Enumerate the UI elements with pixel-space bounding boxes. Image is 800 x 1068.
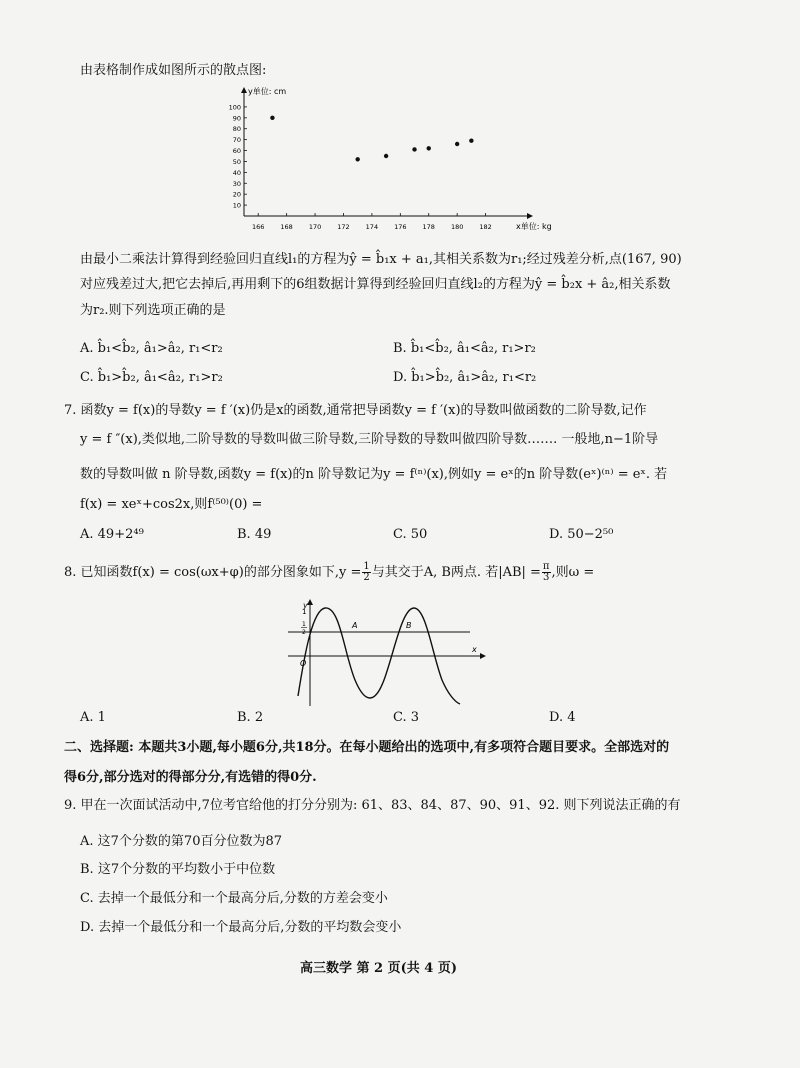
graph-origin-label: O bbox=[300, 659, 307, 668]
q8-stem bbox=[64, 562, 594, 583]
scatter-x-label: x单位: kg bbox=[516, 222, 552, 231]
q8-half-den: 2 bbox=[363, 572, 370, 583]
q6-line3: 为r₂.则下列选项正确的是 bbox=[80, 303, 226, 318]
section2-line2: 得6分,部分选对的得部分分,有选错的得0分. bbox=[64, 770, 317, 785]
section2-line1: 二、选择题: 本题共3小题,每小题6分,共18分。在每小题给出的选项中,有多项符合题目要求。全部选对的 bbox=[64, 740, 670, 755]
q8-option-d: D. 4 bbox=[549, 710, 576, 725]
q6-option-c: C. b̂₁>b̂₂, â₁<â₂, r₁>r₂ bbox=[80, 370, 223, 385]
scatter-xtick-label: 168 bbox=[280, 223, 293, 231]
graph-one-label: 1 bbox=[302, 608, 307, 616]
q8-stem-prefix: 8. 已知函数f(x) = cos(ωx+φ)的部分图象如下,y = bbox=[64, 565, 362, 580]
scatter-xtick-label: 180 bbox=[450, 223, 464, 231]
intro-text: 由表格制作成如图所示的散点图: bbox=[80, 63, 267, 78]
q8-option-a: A. 1 bbox=[80, 710, 106, 725]
q9-option-a: A. 这7个分数的第70百分位数为87 bbox=[80, 834, 283, 849]
q7-line1: 7. 函数y = f(x)的导数y = f ′(x)仍是x的函数,通常把导函数y = f ′(x)的导数叫做函数的二阶导数,记作 bbox=[64, 403, 647, 418]
q9-stem: 9. 甲在一次面试活动中,7位考官给他的打分分别为: 61、83、84、87、90、91、92. 则下列说法正确的有 bbox=[64, 798, 681, 813]
graph-y-label: y bbox=[303, 601, 308, 610]
q6-line2: 对应残差过大,把它去掉后,再用剩下的6组数据计算得到经验回归直线l₂的方程为ŷ = b̂₂x + â₂,相关系数 bbox=[80, 277, 671, 292]
scatter-xtick-label: 176 bbox=[394, 223, 407, 231]
graph-x-label: x bbox=[472, 645, 477, 654]
q8-stem-middle: 与其交于A, B两点. 若|AB| = bbox=[371, 565, 541, 580]
graph-half-num: 1 bbox=[302, 621, 306, 628]
scatter-xtick-label: 166 bbox=[251, 223, 265, 231]
q8-pi-fraction bbox=[542, 562, 551, 583]
scatter-ytick-label: 40 bbox=[232, 168, 241, 177]
scatter-point bbox=[355, 157, 359, 161]
q9-option-d: D. 去掉一个最低分和一个最高分后,分数的平均数会变小 bbox=[80, 920, 402, 935]
scatter-xtick-label: 174 bbox=[365, 223, 379, 231]
q7-option-c: C. 50 bbox=[393, 527, 428, 542]
scatter-xtick-label: 172 bbox=[337, 223, 350, 231]
scatter-point bbox=[455, 142, 459, 146]
scatter-ytick-label: 20 bbox=[232, 190, 241, 199]
q8-half-num: 1 bbox=[363, 561, 370, 572]
q6-option-d: D. b̂₁>b̂₂, â₁>â₂, r₁<r₂ bbox=[393, 370, 537, 385]
graph-half-den: 2 bbox=[302, 629, 306, 636]
graph-a-label: A bbox=[352, 621, 358, 630]
q7-option-d: D. 50−2⁵⁰ bbox=[549, 527, 614, 542]
q6-line1: 由最小二乘法计算得到经验回归直线l₁的方程为ŷ = b̂₁x + a₁,其相关系数为r₁;经过残差分析,点(167, 90) bbox=[80, 252, 682, 267]
scatter-point bbox=[412, 147, 416, 151]
scatter-xtick-label: 178 bbox=[422, 223, 435, 231]
q9-option-b: B. 这7个分数的平均数小于中位数 bbox=[80, 862, 276, 877]
q7-option-a: A. 49+2⁴⁹ bbox=[80, 527, 144, 542]
scatter-ytick-label: 70 bbox=[232, 136, 241, 145]
scatter-ytick-label: 90 bbox=[232, 114, 241, 123]
graph-b-label: B bbox=[406, 621, 412, 630]
scatter-ytick-label: 50 bbox=[232, 157, 241, 166]
cosine-graph bbox=[280, 598, 490, 708]
scatter-xtick-label: 182 bbox=[479, 223, 492, 231]
q9-option-c: C. 去掉一个最低分和一个最高分后,分数的方差会变小 bbox=[80, 891, 388, 906]
scatter-point bbox=[469, 139, 473, 143]
q8-option-c: C. 3 bbox=[393, 710, 420, 725]
scatter-xtick-label: 170 bbox=[308, 223, 322, 231]
q7-line3: 数的导数叫做 n 阶导数,函数y = f(x)的n 阶导数记为y = f⁽ⁿ⁾(x),例如y = eˣ的n 阶导数(eˣ)⁽ⁿ⁾ = eˣ. 若 bbox=[80, 467, 668, 482]
q7-option-b: B. 49 bbox=[237, 527, 272, 542]
q7-line2: y = f ″(x),类似地,二阶导数的导数叫做三阶导数,三阶导数的导数叫做四阶导数……. 一般地,n−1阶导 bbox=[80, 432, 659, 447]
q6-option-b: B. b̂₁<b̂₂, â₁<â₂, r₁>r₂ bbox=[393, 341, 536, 356]
q8-stem-suffix: ,则ω = bbox=[551, 565, 595, 580]
q6-option-a: A. b̂₁<b̂₂, â₁>â₂, r₁<r₂ bbox=[80, 341, 223, 356]
scatter-ytick-label: 80 bbox=[232, 125, 241, 134]
page-footer: 高三数学 第 2 页(共 4 页) bbox=[300, 961, 458, 976]
scatter-ytick-label: 100 bbox=[228, 103, 241, 112]
q8-pi-den: 3 bbox=[543, 572, 550, 583]
scatter-point bbox=[270, 116, 274, 120]
q8-pi-num: π bbox=[542, 561, 550, 572]
q7-line4: f(x) = xeˣ+cos2x,则f⁽⁵⁰⁾(0) = bbox=[80, 497, 263, 512]
scatter-y-label: y单位: cm bbox=[248, 87, 287, 96]
scatter-ytick-label: 10 bbox=[232, 201, 241, 210]
scatter-ytick-label: 60 bbox=[232, 147, 241, 156]
q8-option-b: B. 2 bbox=[237, 710, 264, 725]
q8-half-fraction bbox=[362, 562, 370, 583]
scatter-ytick-label: 30 bbox=[232, 179, 241, 188]
scatter-point bbox=[427, 146, 431, 150]
scatter-chart bbox=[200, 84, 560, 244]
scatter-point bbox=[384, 154, 388, 158]
